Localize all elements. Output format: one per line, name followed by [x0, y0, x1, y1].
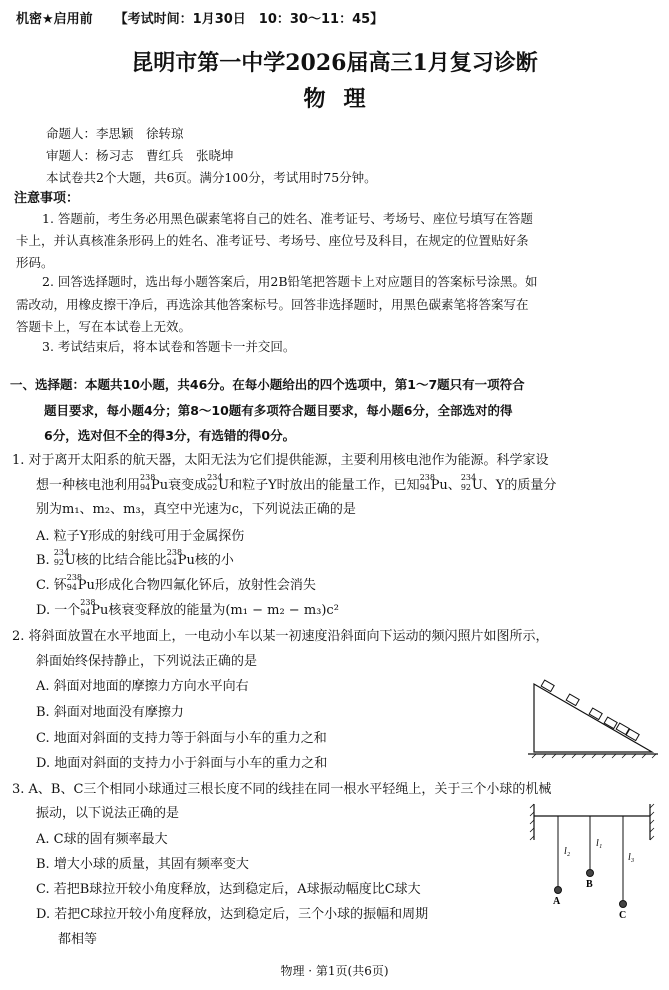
- q3-option-b: B. 增大小球的质量，其固有频率变大: [36, 857, 249, 872]
- label-ball-a: A: [553, 896, 561, 907]
- q3-option-c: C. 若把B球拉开较小角度释放，达到稳定后，A球振动幅度比C球大: [36, 882, 421, 897]
- label-ball-b: B: [586, 879, 593, 890]
- q2-option-c: C. 地面对斜面的支持力等于斜面与小车的重力之和: [36, 731, 327, 746]
- note-2c: 答题卡上，写在本试卷上无效。: [16, 319, 192, 334]
- label-ball-c: C: [619, 910, 627, 921]
- subject-title: 物理: [303, 86, 384, 112]
- page-footer: 物理 · 第1页(共6页): [280, 964, 389, 978]
- paper-info: 本试卷共2个大题，共6页。满分100分，考试用时75分钟。: [46, 170, 377, 185]
- q2-option-d: D. 地面对斜面的支持力小于斜面与小车的重力之和: [36, 756, 328, 771]
- incline-figure: [526, 672, 662, 768]
- section1-line3: 6分，选对但不全的得3分，有选错的得0分。: [44, 428, 296, 443]
- q1-stem-1: 1. 对于离开太阳系的航天器，太阳无法为它们提供能源，主要利用核电池作为能源。科学家设: [12, 453, 549, 468]
- section1-line1: 一、选择题：本题共10小题，共46分。在每小题给出的四个选项中，第1～7题只有一项符合: [10, 377, 525, 392]
- q3-stem-2: 振动，以下说法正确的是: [36, 806, 180, 821]
- q1-option-c: C. 钚 238 94 Pu形成化合物四氟化钚后，放射性会消失: [36, 573, 316, 593]
- q2-stem-1: 2. 将斜面放置在水平地面上，一电动小车以某一初速度沿斜面向下运动的频闪照片如图所示，: [12, 629, 549, 644]
- q2-option-a: A. 斜面对地面的摩擦力方向水平向右: [36, 679, 249, 694]
- q2-stem-2: 斜面始终保持静止，下列说法正确的是: [36, 654, 258, 669]
- note-1a: 1. 答题前，考生务必用黑色碳素笔将自己的姓名、准考证号、考场号、座位号填写在答题: [42, 211, 533, 226]
- label-l1: l₁: [596, 838, 603, 849]
- notes-heading: 注意事项：: [14, 191, 80, 206]
- secret-label: 机密★启用前: [16, 12, 93, 27]
- q2-option-b: B. 斜面对地面没有摩擦力: [36, 705, 184, 720]
- q1-option-d: D. 一个 238 94 Pu核衰变释放的能量为(m₁ − m₂ − m₃)c²: [36, 598, 339, 618]
- header: [16, 8, 383, 27]
- q3-stem-1: 3. A、B、C三个相同小球通过三根长度不同的线挂在同一根水平轻绳上，关于三个小球的机械: [12, 782, 552, 797]
- pendulum-figure: [528, 800, 658, 922]
- exam-time: 【考试时间：1月30日 10：30～11：45】: [114, 12, 384, 27]
- label-l3: l₃: [628, 852, 635, 863]
- q3-option-d-2: 都相等: [58, 932, 98, 947]
- q1-option-b: B. 234 92 U核的比结合能比 238 94 Pu核的小: [36, 548, 234, 568]
- note-2b: 需改动，用橡皮擦干净后，再选涂其他答案标号。回答非选择题时，用黑色碳素笔将答案写在: [16, 297, 529, 312]
- q3-option-d-1: D. 若把C球拉开较小角度释放，达到稳定后，三个小球的振幅和周期: [36, 907, 429, 922]
- reviewers: 审题人：杨习志 曹红兵 张晓坤: [46, 148, 234, 163]
- note-1b: 卡上，并认真核准条形码上的姓名、准考证号、考场号、座位号及科目，在规定的位置贴好条: [16, 233, 529, 248]
- q3-option-a: A. C球的固有频率最大: [36, 832, 168, 847]
- note-1c: 形码。: [16, 255, 54, 270]
- q1-stem-3: 别为m₁、m₂、m₃，真空中光速为c，下列说法正确的是: [36, 502, 356, 517]
- label-l2: l₂: [564, 846, 571, 857]
- q1-option-a: A. 粒子Y形成的射线可用于金属探伤: [36, 529, 245, 544]
- exam-title: 昆明市第一中学2026届高三1月复习诊断: [131, 50, 538, 76]
- q1-stem-2: 想一种核电池利用 238 94 Pu衰变成 234 92 U和粒子Y时放出的能量工作，已知 238 94 Pu、 234 92 U、Y的质量分: [36, 473, 557, 493]
- note-3: 3. 考试结束后，将本试卷和答题卡一并交回。: [42, 339, 296, 354]
- setters: 命题人：李思颖 徐转琼: [46, 126, 184, 141]
- note-2a: 2. 回答选择题时，选出每小题答案后，用2B铅笔把答题卡上对应题目的答案标号涂黑。如: [42, 274, 538, 289]
- section1-line2: 题目要求，每小题4分；第8～10题有多项符合题目要求，每小题6分，全部选对的得: [44, 403, 513, 418]
